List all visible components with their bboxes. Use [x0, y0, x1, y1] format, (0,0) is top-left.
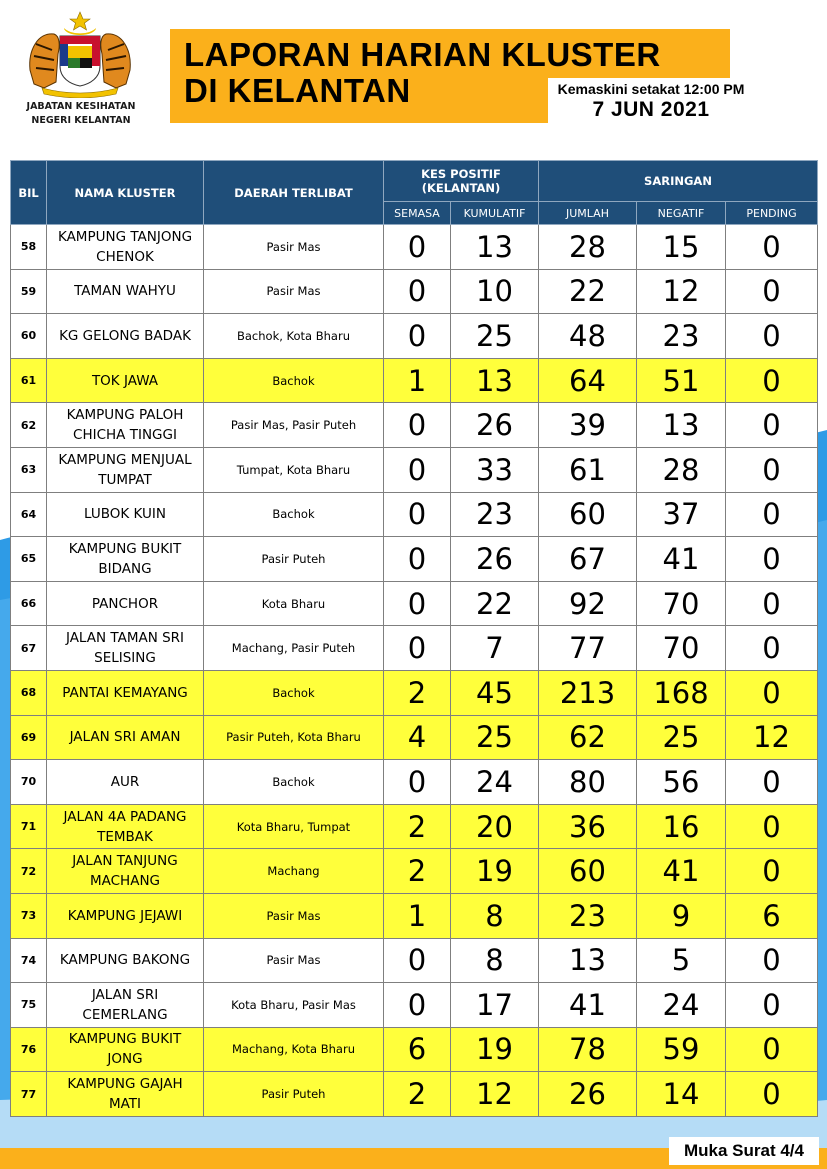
cell-bil: 59	[11, 269, 47, 314]
cell-kumulatif: 12	[451, 1072, 539, 1117]
cell-semasa: 0	[384, 403, 451, 448]
cell-nama-kluster-line: PANTAI KEMAYANG	[62, 684, 188, 701]
cell-daerah: Bachok, Kota Bharu	[204, 314, 384, 359]
cell-nama-kluster	[47, 804, 204, 849]
cell-daerah: Bachok	[204, 492, 384, 537]
cell-semasa: 0	[384, 537, 451, 582]
cell-jumlah: 92	[539, 581, 637, 626]
cell-jumlah: 22	[539, 269, 637, 314]
cell-kumulatif: 24	[451, 760, 539, 805]
cell-kumulatif: 13	[451, 358, 539, 403]
cell-semasa: 0	[384, 581, 451, 626]
cell-semasa: 0	[384, 983, 451, 1028]
header-daerah-terlibat: DAERAH TERLIBAT	[204, 161, 384, 225]
cell-pending: 0	[726, 804, 818, 849]
cell-nama-kluster-line: CEMERLANG	[82, 1006, 168, 1023]
cell-negatif: 41	[637, 849, 726, 894]
cell-negatif: 28	[637, 447, 726, 492]
cell-daerah: Pasir Mas	[204, 938, 384, 983]
cell-semasa: 0	[384, 626, 451, 671]
cell-kumulatif: 26	[451, 537, 539, 582]
header-semasa: SEMASA	[384, 202, 451, 225]
cell-pending: 0	[726, 1072, 818, 1117]
cell-jumlah: 62	[539, 715, 637, 760]
cell-daerah: Tumpat, Kota Bharu	[204, 447, 384, 492]
cell-negatif: 16	[637, 804, 726, 849]
cell-pending: 12	[726, 715, 818, 760]
table-row	[11, 403, 818, 448]
cell-semasa: 0	[384, 492, 451, 537]
cell-jumlah: 61	[539, 447, 637, 492]
cell-daerah: Kota Bharu, Tumpat	[204, 804, 384, 849]
cell-bil: 63	[11, 447, 47, 492]
cell-jumlah: 48	[539, 314, 637, 359]
cell-nama-kluster-line: LUBOK KUIN	[84, 506, 166, 523]
cell-daerah: Kota Bharu, Pasir Mas	[204, 983, 384, 1028]
cell-jumlah: 60	[539, 849, 637, 894]
cell-daerah: Bachok	[204, 358, 384, 403]
cell-negatif: 59	[637, 1027, 726, 1072]
table-row	[11, 269, 818, 314]
department-name	[8, 100, 154, 128]
cell-daerah: Bachok	[204, 760, 384, 805]
header-kes-positif	[384, 161, 539, 202]
table-row	[11, 626, 818, 671]
header-saringan: SARINGAN	[539, 161, 818, 202]
cell-nama-kluster-line: BIDANG	[98, 560, 152, 577]
cell-kumulatif: 22	[451, 581, 539, 626]
cell-negatif: 70	[637, 626, 726, 671]
cell-pending: 0	[726, 537, 818, 582]
cell-nama-kluster	[47, 403, 204, 448]
cell-nama-kluster-line: MATI	[108, 1096, 142, 1113]
header-negatif: NEGATIF	[637, 202, 726, 225]
cell-nama-kluster-line: PANCHOR	[91, 595, 159, 612]
cell-negatif: 13	[637, 403, 726, 448]
cell-pending: 0	[726, 670, 818, 715]
cell-nama-kluster	[47, 225, 204, 270]
cell-nama-kluster-line: TUMPAT	[98, 471, 152, 488]
cell-negatif: 12	[637, 269, 726, 314]
cell-nama-kluster	[47, 537, 204, 582]
cell-pending: 0	[726, 1027, 818, 1072]
cell-kumulatif: 25	[451, 314, 539, 359]
header-jumlah: JUMLAH	[539, 202, 637, 225]
cell-pending: 6	[726, 893, 818, 938]
cell-nama-kluster	[47, 983, 204, 1028]
cluster-table	[10, 160, 818, 1117]
table-row	[11, 849, 818, 894]
cell-nama-kluster-line: JALAN TANJUNG	[72, 853, 178, 870]
cell-bil: 74	[11, 938, 47, 983]
table-row	[11, 492, 818, 537]
cell-semasa: 6	[384, 1027, 451, 1072]
cell-jumlah: 41	[539, 983, 637, 1028]
cell-bil: 61	[11, 358, 47, 403]
cell-kumulatif: 33	[451, 447, 539, 492]
cell-negatif: 5	[637, 938, 726, 983]
cell-negatif: 56	[637, 760, 726, 805]
cell-negatif: 51	[637, 358, 726, 403]
cell-negatif: 15	[637, 225, 726, 270]
cell-pending: 0	[726, 225, 818, 270]
table-row	[11, 804, 818, 849]
cell-semasa: 0	[384, 760, 451, 805]
cell-bil: 70	[11, 760, 47, 805]
cell-kumulatif: 19	[451, 849, 539, 894]
page-title-line-2: DI KELANTAN	[184, 72, 411, 109]
cell-jumlah: 213	[539, 670, 637, 715]
table-row	[11, 670, 818, 715]
cell-nama-kluster-line: CHICHA TINGGI	[73, 427, 177, 444]
cell-nama-kluster-line: MACHANG	[89, 873, 161, 890]
table-row	[11, 983, 818, 1028]
cell-kumulatif: 19	[451, 1027, 539, 1072]
cell-nama-kluster-line: JALAN TAMAN SRI	[65, 630, 185, 647]
cell-nama-kluster-line: JALAN 4A PADANG	[63, 808, 187, 825]
cell-semasa: 2	[384, 849, 451, 894]
cell-bil: 72	[11, 849, 47, 894]
cell-nama-kluster-line: CHENOK	[96, 248, 154, 265]
cell-semasa: 1	[384, 893, 451, 938]
cell-nama-kluster	[47, 581, 204, 626]
cell-jumlah: 13	[539, 938, 637, 983]
cell-semasa: 1	[384, 358, 451, 403]
update-label: Kemaskini setakat 12:00 PM	[557, 81, 745, 97]
header-pending: PENDING	[726, 202, 818, 225]
cell-nama-kluster-line: KAMPUNG MENJUAL	[58, 451, 192, 468]
cell-pending: 0	[726, 938, 818, 983]
table-row	[11, 715, 818, 760]
cell-nama-kluster-line: KAMPUNG BAKONG	[59, 952, 191, 969]
cell-semasa: 2	[384, 1072, 451, 1117]
cell-daerah: Machang	[204, 849, 384, 894]
cell-pending: 0	[726, 314, 818, 359]
cell-kumulatif: 13	[451, 225, 539, 270]
table-row	[11, 314, 818, 359]
cell-pending: 0	[726, 626, 818, 671]
cell-pending: 0	[726, 447, 818, 492]
cell-bil: 73	[11, 893, 47, 938]
cell-daerah: Pasir Mas	[204, 893, 384, 938]
cell-jumlah: 36	[539, 804, 637, 849]
cell-pending: 0	[726, 760, 818, 805]
table-body	[11, 225, 818, 1117]
update-date-box	[548, 78, 754, 126]
cell-semasa: 0	[384, 314, 451, 359]
header-kes-positif-line-1: KES POSITIF	[421, 167, 501, 181]
cell-semasa: 0	[384, 938, 451, 983]
cell-daerah: Kota Bharu	[204, 581, 384, 626]
malaysia-coat-of-arms-icon	[24, 10, 136, 98]
cell-bil: 71	[11, 804, 47, 849]
cell-jumlah: 28	[539, 225, 637, 270]
cell-bil: 62	[11, 403, 47, 448]
cell-kumulatif: 10	[451, 269, 539, 314]
cell-pending: 0	[726, 403, 818, 448]
cell-daerah: Pasir Puteh	[204, 537, 384, 582]
cell-nama-kluster	[47, 269, 204, 314]
cell-daerah: Pasir Puteh, Kota Bharu	[204, 715, 384, 760]
cell-bil: 58	[11, 225, 47, 270]
cell-daerah: Pasir Puteh	[204, 1072, 384, 1117]
cell-bil: 69	[11, 715, 47, 760]
table-row	[11, 938, 818, 983]
cell-jumlah: 80	[539, 760, 637, 805]
table-row	[11, 893, 818, 938]
table-row	[11, 358, 818, 403]
cell-jumlah: 67	[539, 537, 637, 582]
cell-nama-kluster-line: AUR	[110, 773, 140, 790]
cell-semasa: 0	[384, 269, 451, 314]
table-row	[11, 225, 818, 270]
cell-nama-kluster	[47, 492, 204, 537]
cell-bil: 68	[11, 670, 47, 715]
cell-bil: 64	[11, 492, 47, 537]
cell-daerah: Machang, Pasir Puteh	[204, 626, 384, 671]
cell-pending: 0	[726, 492, 818, 537]
cell-jumlah: 60	[539, 492, 637, 537]
header-kumulatif: KUMULATIF	[451, 202, 539, 225]
cell-pending: 0	[726, 983, 818, 1028]
cell-nama-kluster-line: KAMPUNG JEJAWI	[67, 907, 183, 924]
cell-daerah: Pasir Mas, Pasir Puteh	[204, 403, 384, 448]
cell-negatif: 70	[637, 581, 726, 626]
cell-bil: 77	[11, 1072, 47, 1117]
cell-nama-kluster-line: KAMPUNG BUKIT	[68, 540, 182, 557]
cell-jumlah: 78	[539, 1027, 637, 1072]
cell-nama-kluster	[47, 358, 204, 403]
cell-negatif: 24	[637, 983, 726, 1028]
cell-daerah: Machang, Kota Bharu	[204, 1027, 384, 1072]
cell-nama-kluster	[47, 893, 204, 938]
cell-nama-kluster-line: KG GELONG BADAK	[59, 327, 191, 344]
table-row	[11, 537, 818, 582]
cell-nama-kluster-line: JALAN SRI AMAN	[69, 729, 181, 746]
cell-negatif: 23	[637, 314, 726, 359]
header-kes-positif-line-2: (KELANTAN)	[421, 181, 501, 195]
cell-nama-kluster-line: KAMPUNG PALOH	[66, 407, 184, 424]
cell-pending: 0	[726, 849, 818, 894]
cell-kumulatif: 20	[451, 804, 539, 849]
cell-nama-kluster-line: KAMPUNG TANJONG	[57, 228, 193, 245]
cell-negatif: 14	[637, 1072, 726, 1117]
cell-kumulatif: 26	[451, 403, 539, 448]
cell-nama-kluster-line: TEMBAK	[97, 828, 153, 845]
cell-semasa: 4	[384, 715, 451, 760]
cell-pending: 0	[726, 269, 818, 314]
cell-nama-kluster	[47, 760, 204, 805]
cell-jumlah: 26	[539, 1072, 637, 1117]
cell-nama-kluster	[47, 1072, 204, 1117]
cell-bil: 76	[11, 1027, 47, 1072]
header-bil: BIL	[11, 161, 47, 225]
cell-bil: 67	[11, 626, 47, 671]
cell-negatif: 41	[637, 537, 726, 582]
cell-nama-kluster	[47, 447, 204, 492]
cell-kumulatif: 8	[451, 893, 539, 938]
table-row	[11, 447, 818, 492]
cell-kumulatif: 7	[451, 626, 539, 671]
cell-bil: 60	[11, 314, 47, 359]
cell-bil: 66	[11, 581, 47, 626]
cell-nama-kluster	[47, 715, 204, 760]
cell-bil: 75	[11, 983, 47, 1028]
cell-negatif: 37	[637, 492, 726, 537]
cell-daerah: Bachok	[204, 670, 384, 715]
cell-semasa: 0	[384, 447, 451, 492]
table-row	[11, 1072, 818, 1117]
cell-nama-kluster	[47, 938, 204, 983]
header-nama-kluster: NAMA KLUSTER	[47, 161, 204, 225]
cell-pending: 0	[726, 581, 818, 626]
cell-negatif: 9	[637, 893, 726, 938]
cell-nama-kluster	[47, 626, 204, 671]
cell-pending: 0	[726, 358, 818, 403]
cell-semasa: 2	[384, 804, 451, 849]
page-title-line-1: LAPORAN HARIAN KLUSTER	[184, 36, 661, 73]
report-date: 7 JUN 2021	[592, 98, 710, 121]
cell-daerah: Pasir Mas	[204, 269, 384, 314]
cell-nama-kluster-line: KAMPUNG BUKIT	[68, 1031, 182, 1048]
cell-jumlah: 64	[539, 358, 637, 403]
page-number: Muka Surat 4/4	[669, 1137, 819, 1165]
cell-nama-kluster-line: JALAN SRI	[91, 986, 159, 1003]
cell-negatif: 25	[637, 715, 726, 760]
cell-nama-kluster	[47, 670, 204, 715]
cell-kumulatif: 23	[451, 492, 539, 537]
cell-nama-kluster	[47, 849, 204, 894]
cell-bil: 65	[11, 537, 47, 582]
cell-nama-kluster-line: TOK JAWA	[91, 372, 159, 389]
table-row	[11, 581, 818, 626]
cell-semasa: 2	[384, 670, 451, 715]
cell-jumlah: 39	[539, 403, 637, 448]
department-line-2: NEGERI KELANTAN	[31, 115, 131, 126]
cell-semasa: 0	[384, 225, 451, 270]
table-row	[11, 1027, 818, 1072]
cell-jumlah: 23	[539, 893, 637, 938]
cell-kumulatif: 17	[451, 983, 539, 1028]
department-line-1: JABATAN KESIHATAN	[26, 101, 136, 112]
cell-negatif: 168	[637, 670, 726, 715]
table-row	[11, 760, 818, 805]
cell-nama-kluster	[47, 314, 204, 359]
cell-kumulatif: 25	[451, 715, 539, 760]
table-header-row	[11, 161, 818, 202]
cell-kumulatif: 45	[451, 670, 539, 715]
cell-kumulatif: 8	[451, 938, 539, 983]
cell-nama-kluster-line: TAMAN WAHYU	[74, 283, 176, 300]
cell-nama-kluster-line: KAMPUNG GAJAH	[67, 1076, 183, 1093]
cell-daerah: Pasir Mas	[204, 225, 384, 270]
cell-nama-kluster-line: JONG	[107, 1051, 143, 1068]
cell-nama-kluster-line: SELISING	[94, 650, 156, 667]
cell-jumlah: 77	[539, 626, 637, 671]
cell-nama-kluster	[47, 1027, 204, 1072]
